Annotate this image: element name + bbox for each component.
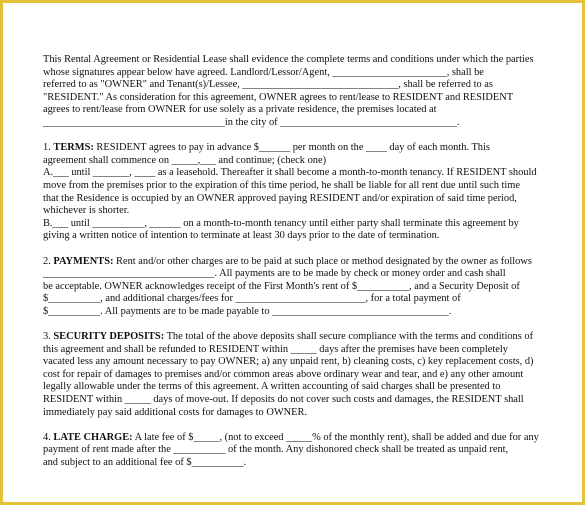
security-line: legally allowable under the terms of this agreement. A written accounting of said charges shall be presented to [43,381,501,393]
terms-line: B.___ until __________, ______ on a month-to-month tenancy until either party shall terminate this agreement by [43,217,519,229]
late-charge-line: and subject to an additional fee of $__________. [43,457,247,468]
intro-line: referred to as "OWNER" and Tenant(s)/Lessee, ______________________________, shall be referred to as [43,79,493,91]
section-heading: LATE CHARGE: [53,431,133,443]
terms-line: A.___ until _______, ____ as a leasehold. Thereafter it shall become a month-to-month tenancy. If RESIDENT should [43,167,537,179]
payments-first-line [43,256,555,269]
intro-line: "RESIDENT." As consideration for this agreement, OWNER agrees to rent/lease to RESIDENT and RESIDENT [43,91,514,103]
section-text: Rent and/or other charges are to be paid at such place or method designated by the owner as follows [113,255,532,267]
late-charge-section [43,432,555,470]
security-line: cost for repair of damages to premises and/or common areas above ordinary wear and tear, and e) any other amount [43,368,524,380]
intro-line: agrees to rent/lease from OWNER for use solely as a private residence, the premises located at [43,104,437,116]
section-text: The total of the above deposits shall secure compliance with the terms and conditions of [164,331,534,343]
security-deposits-section [43,331,555,419]
section-number: 2. [43,255,51,267]
late-charge-first-line [43,432,555,445]
intro-paragraph [43,54,555,130]
late-charge-line: payment of rent made after the __________ of the month. Any dishonored check shall be treated as unpaid rent, [43,444,509,456]
terms-section [43,142,555,243]
intro-line: ___________________________________in the city of __________________________________. [43,116,460,128]
intro-line: whose signatures appear below have agreed. Landlord/Lessor/Agent, ______________________, shall be [43,66,484,78]
terms-first-line [43,142,555,155]
payments-line: _________________________________. All payments are to be made by check or money order and cash shall [43,268,506,280]
section-text: RESIDENT agrees to pay in advance $______ per month on the ____ day of each month. This [93,142,490,154]
payments-line: $__________. All payments are to be made payable to __________________________________. [43,305,452,317]
payments-line: be acceptable. OWNER acknowledges receipt of the First Month's rent of $__________, and a Security Deposit of [43,280,520,292]
terms-line: giving a written notice of intention to terminate at least 30 days prior to the date of termination. [43,230,440,242]
terms-line: agreement shall commence on _____,___ and continue; (check one) [43,154,327,166]
section-text: A late fee of $_____, (not to exceed _____% of the monthly rent), shall be added and due for any [132,431,539,443]
section-number: 3. [43,331,51,343]
section-number: 1. [43,142,51,154]
rental-agreement-document [43,54,555,470]
terms-line: that the Residence is occupied by an OWNER approved paying RESIDENT and/or expiration of said time period, [43,192,517,204]
security-line: vacated less any amount necessary to pay OWNER; a) any unpaid rent, b) cleaning costs, c) key replacement costs, d) [43,356,534,368]
terms-line: whichever is shorter. [43,205,130,217]
section-number: 4. [43,431,51,443]
terms-line: move from the premises prior to the expiration of this time period, he shall be liable for all rent due until such time [43,179,520,191]
section-heading: PAYMENTS: [53,255,114,267]
intro-line: This Rental Agreement or Residential Lease shall evidence the complete terms and conditions under which the parties [43,54,534,65]
security-first-line [43,331,555,344]
payments-section [43,256,555,319]
security-line: RESIDENT within _____ days of move-out. If deposits do not cover such costs and damages, the RESIDENT shall [43,394,524,406]
payments-line: $__________, and additional charges/fees for _________________________, for a total payment of [43,293,461,305]
security-line: immediately pay said additional costs for damages to OWNER. [43,406,308,418]
security-line: this agreement and shall be refunded to RESIDENT within _____ days after the premises have been completely [43,343,508,355]
section-heading: TERMS: [53,142,94,154]
section-heading: SECURITY DEPOSITS: [53,331,165,343]
